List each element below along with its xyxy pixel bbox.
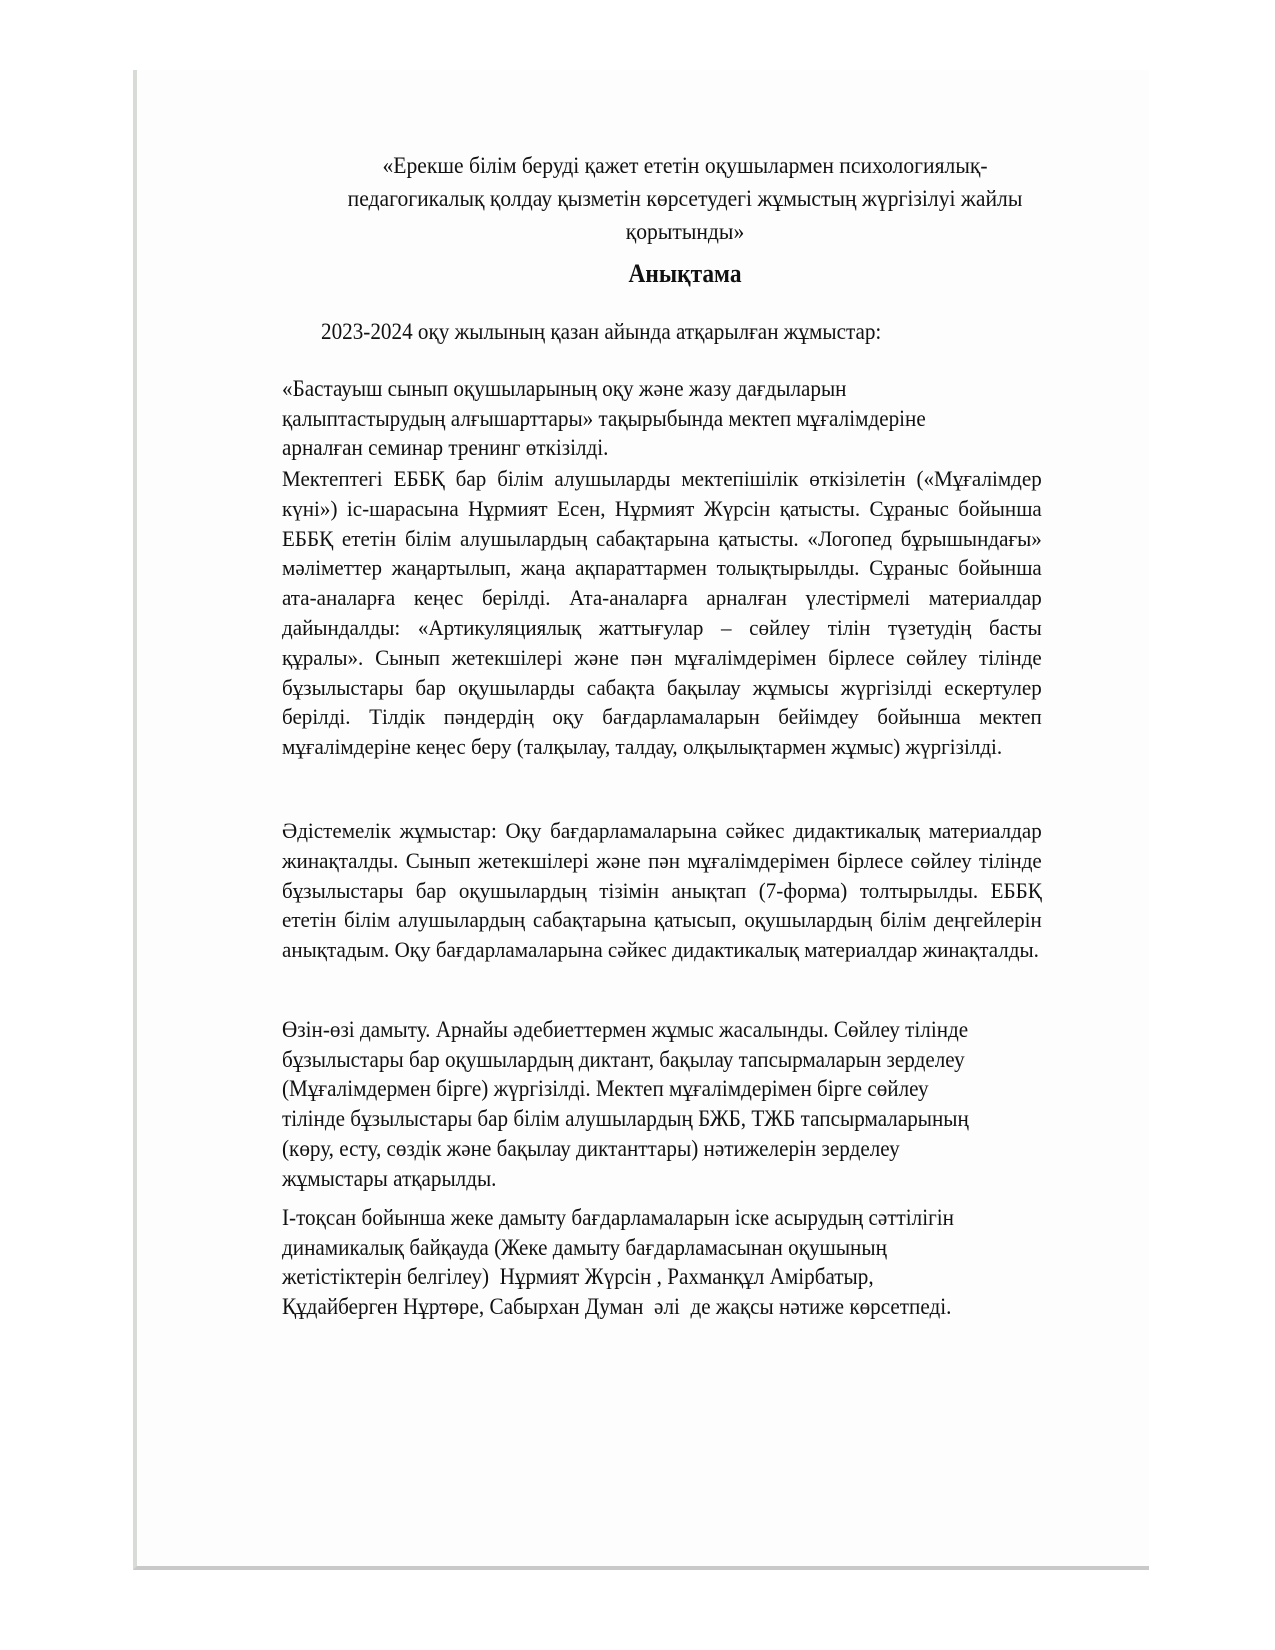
document-title <box>335 150 1034 249</box>
quarter-results-paragraph <box>282 1204 1056 1323</box>
self-development-paragraph <box>282 1016 1056 1194</box>
paragraph-line: (көру, есту, сөздік және бақылау диктанттары) нәтижелерін зерделеу <box>282 1135 900 1162</box>
paragraph-line: динамикалық байқауда (Жеке дамыту бағдарламасынан оқушының <box>282 1234 887 1261</box>
intro-paragraph: 2023-2024 оқу жылының қазан айында атқарылған жұмыстар: <box>321 319 882 345</box>
paragraph-line: «Бастауыш сынып оқушыларының оқу және жазу дағдыларын <box>282 376 847 402</box>
paragraph-line: І-тоқсан бойынша жеке дамыту бағдарламаларын іске асырудың сәттілігін <box>282 1205 954 1231</box>
title-line: «Ерекше білім беруді қажет ететін оқушылармен психологиялық- <box>382 153 988 179</box>
methodical-work-paragraph: Әдістемелік жұмыстар: Оқу бағдарламаларына сәйкес дидактикалық материалдар жинақталды. Сынып жетекшілері және пән мұғалімдерімен бірлесе сөйлеу тілінде бұзылыстары бар оқушылардың тізімін анықтап (7-форма) толтырылды. ЕББҚ ететін білім алушылардың сабақтарына қатысып, оқушылардың білім деңгейлерін анықтадым. Оқу бағдарламаларына сәйкес дидактикалық материалдар жинақталды. <box>282 818 1042 963</box>
paragraph-line: (Мұғалімдермен бірге) жүргізілді. Мектеп мұғалімдерімен бірге сөйлеу <box>282 1076 929 1103</box>
paragraph-line: жұмыстары атқарылды. <box>282 1165 497 1192</box>
paragraph-line: қалыптастырудың алғышарттары» тақырыбында мектеп мұғалімдеріне <box>282 405 926 432</box>
activities-paragraph: Мектептегі ЕББҚ бар білім алушыларды мектепішілік өткізілетін («Мұғалімдер күні») іс-шарасына Нұрмият Есен, Нұрмият Жүрсін қатысты. Сұраныс бойынша ЕББҚ ететін білім алушылардың сабақтарына қатысты. «Логопед бұрышындағы» мәліметтер жаңартылып, жаңа ақпараттармен толықтырылды. Сұраныс бойынша ата-аналарға кеңес берілді. Ата-аналарға арналған үлестірмелі материалдар дайындалды: «Артикуляциялық жаттығулар – сөйлеу тілін түзетудің басты құралы». Сынып жетекшілері және пән мұғалімдерімен бірлесе сөйлеу тілінде бұзылыстары бар оқушыларды сабақта бақылау жұмысы жүргізілді ескертулер берілді. Тілдік пәндердің оқу бағдарламаларын бейімдеу бойынша мектеп мұғалімдеріне кеңес беру (талқылау, талдау, олқылықтармен жұмыс) жүргізілді. <box>282 466 1042 760</box>
paragraph-line: тілінде бұзылыстары бар білім алушылардың БЖБ, ТЖБ тапсырмаларының <box>282 1106 969 1133</box>
document-heading: Анықтама <box>628 259 742 288</box>
title-line: қорытынды» <box>625 219 745 245</box>
seminar-paragraph <box>282 375 1038 464</box>
paragraph-line: жетістіктерін белгілеу) Нұрмият Жүрсін , Рахманқұл Амірбатыр, <box>282 1264 874 1291</box>
paragraph-line: бұзылыстары бар оқушылардың диктант, бақылау тапсырмаларын зерделеу <box>282 1046 965 1073</box>
title-line: педагогикалық қолдау қызметін көрсетудегі жұмыстың жүргізілуі жайлы <box>347 186 1023 212</box>
paragraph-line: арналған семинар тренинг өткізілді. <box>282 435 609 462</box>
paragraph-line: Құдайберген Нұртөре, Сабырхан Думан әлі де жақсы нәтиже көрсетпеді. <box>282 1294 952 1321</box>
paragraph-line: Өзін-өзі дамыту. Арнайы әдебиеттермен жұмыс жасалынды. Сөйлеу тілінде <box>282 1017 969 1043</box>
